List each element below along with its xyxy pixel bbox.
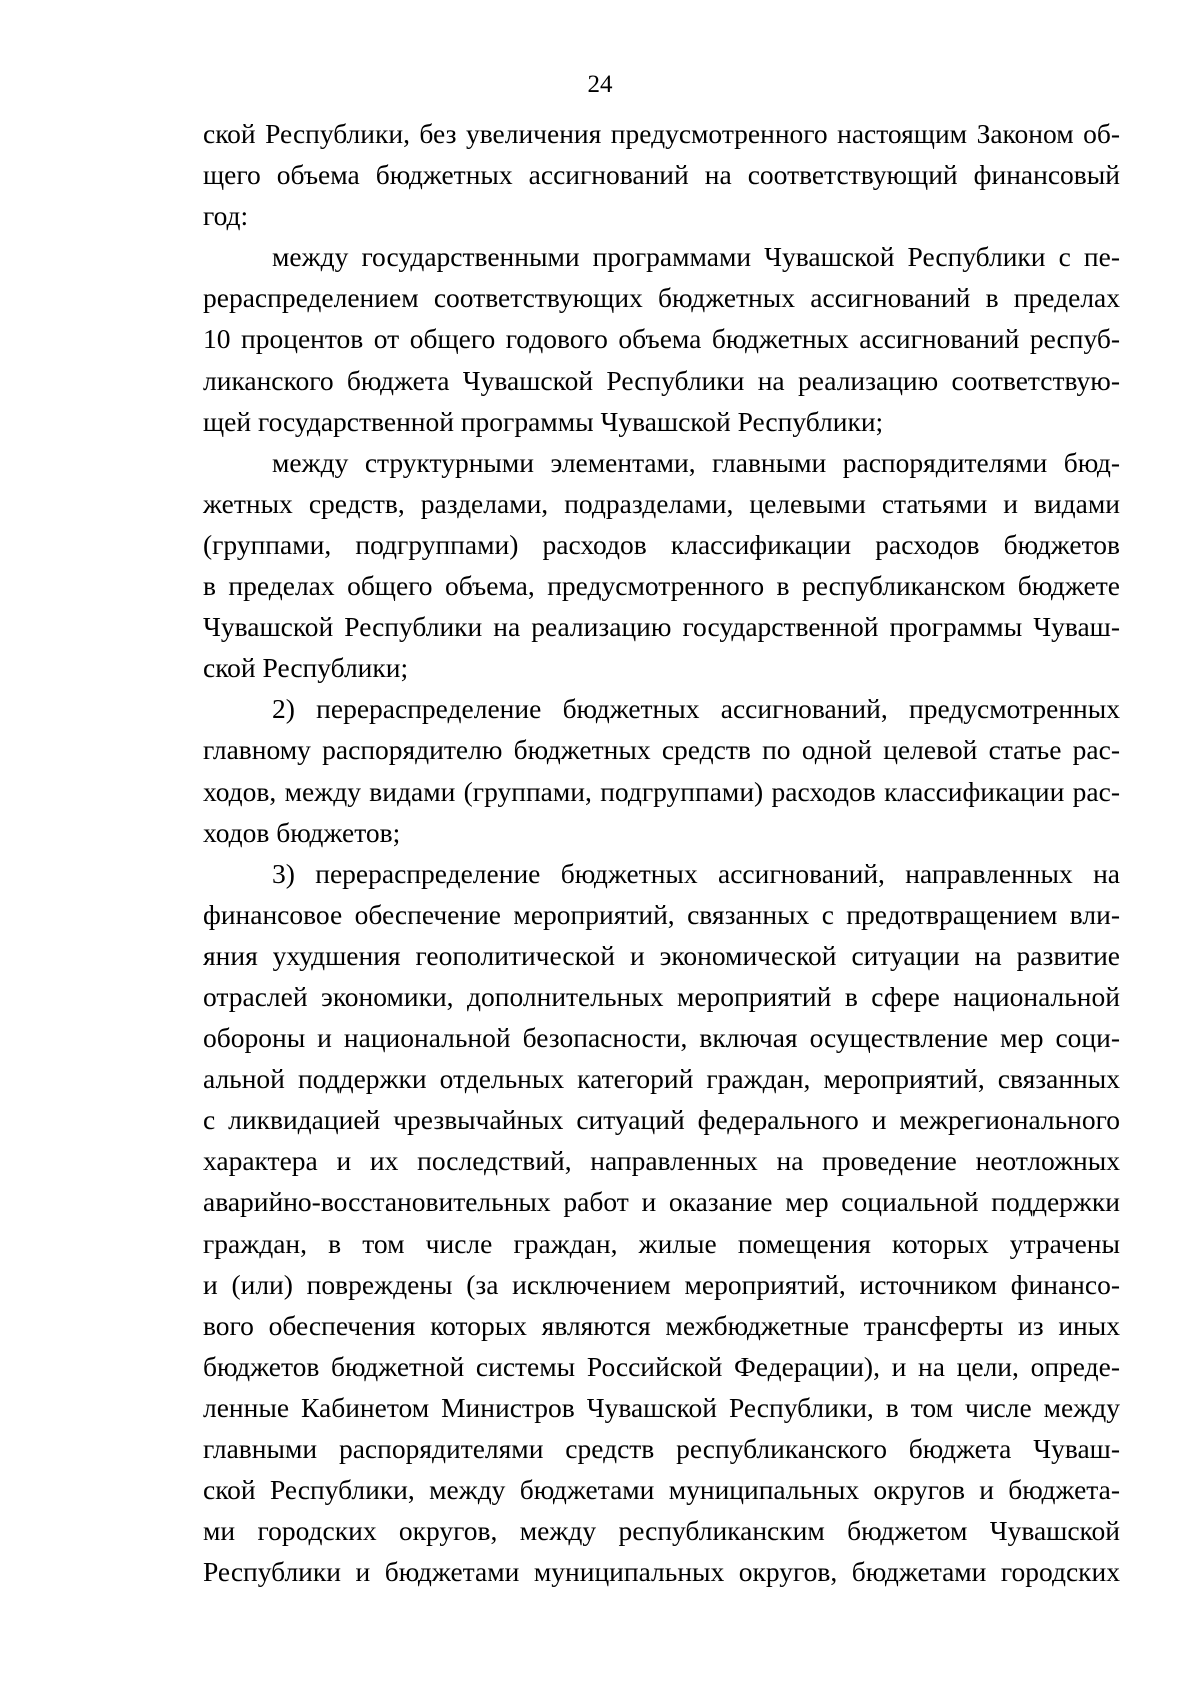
text-line: рераспределением соответствующих бюджетных ассигнований в пределах [203,282,1120,314]
text-line: с ликвидацией чрезвычайных ситуаций федерального и межрегионального [203,1104,1120,1136]
text-line: 3) перераспределение бюджетных ассигнований, направленных на [272,857,1120,889]
text-line: 10 процентов от общего годового объема бюджетных ассигнований респуб- [203,323,1120,355]
text-line: финансовое обеспечение мероприятий, связанных с предотвращением вли- [203,898,1120,930]
text-line: бюджетов бюджетной системы Российской Федерации), и на цели, опреде- [203,1350,1120,1382]
text-line: год: [203,200,249,232]
text-line: характера и их последствий, направленных на проведение неотложных [203,1145,1120,1177]
text-line: альной поддержки отдельных категорий граждан, мероприятий, связанных [203,1063,1120,1095]
text-line: (группами, подгруппами) расходов классификации расходов бюджетов [203,528,1120,560]
text-line: 2) перераспределение бюджетных ассигнований, предусмотренных [272,693,1120,725]
text-line: яния ухудшения геополитической и экономической ситуации на развитие [203,939,1120,971]
text-line: ской Республики, без увеличения предусмотренного настоящим Законом об- [203,118,1120,149]
text-line: между структурными элементами, главными распорядителями бюд- [272,446,1120,478]
text-line: ми городских округов, между республиканским бюджетом Чувашской [203,1515,1120,1547]
text-line: ленные Кабинетом Министров Чувашской Республики, в том числе между [203,1391,1120,1423]
text-line: Республики и бюджетами муниципальных округов, бюджетами городских [203,1556,1120,1588]
text-line: жетных средств, разделами, подразделами, целевыми статьями и видами [203,487,1120,519]
text-line: граждан, в том числе граждан, жилые помещения которых утрачены [203,1227,1120,1259]
text-line: в пределах общего объема, предусмотренного в республиканском бюджете [203,570,1120,602]
text-line: вого обеспечения которых являются межбюджетные трансферты из иных [203,1309,1120,1341]
text-line: ской Республики; [203,652,409,684]
body-text [203,113,1120,1592]
text-line: обороны и национальной безопасности, включая осуществление мер соци- [203,1022,1120,1054]
text-line: главными распорядителями средств республиканского бюджета Чуваш- [203,1433,1120,1464]
text-line: аварийно-восстановительных работ и оказание мер социальной поддержки [203,1186,1120,1218]
page-number: 24 [587,71,613,98]
text-line: ской Республики, между бюджетами муниципальных округов и бюджета- [203,1474,1120,1506]
text-line: и (или) повреждены (за исключением мероприятий, источником финансо- [203,1268,1120,1300]
text-line: ходов, между видами (группами, подгруппами) расходов классификации рас- [203,775,1120,807]
text-line: главному распорядителю бюджетных средств по одной целевой статье рас- [203,734,1120,766]
text-line: Чувашской Республики на реализацию государственной программы Чуваш- [203,611,1120,643]
text-line: ходов бюджетов; [203,816,401,848]
text-line: ликанского бюджета Чувашской Республики на реализацию соответствую- [203,364,1120,396]
text-line: щей государственной программы Чувашской Республики; [203,405,884,437]
text-line: отраслей экономики, дополнительных мероприятий в сфере национальной [203,980,1120,1012]
text-line: между государственными программами Чувашской Республики с пе- [272,241,1120,273]
text-line: щего объема бюджетных ассигнований на соответствующий финансовый [203,159,1120,191]
